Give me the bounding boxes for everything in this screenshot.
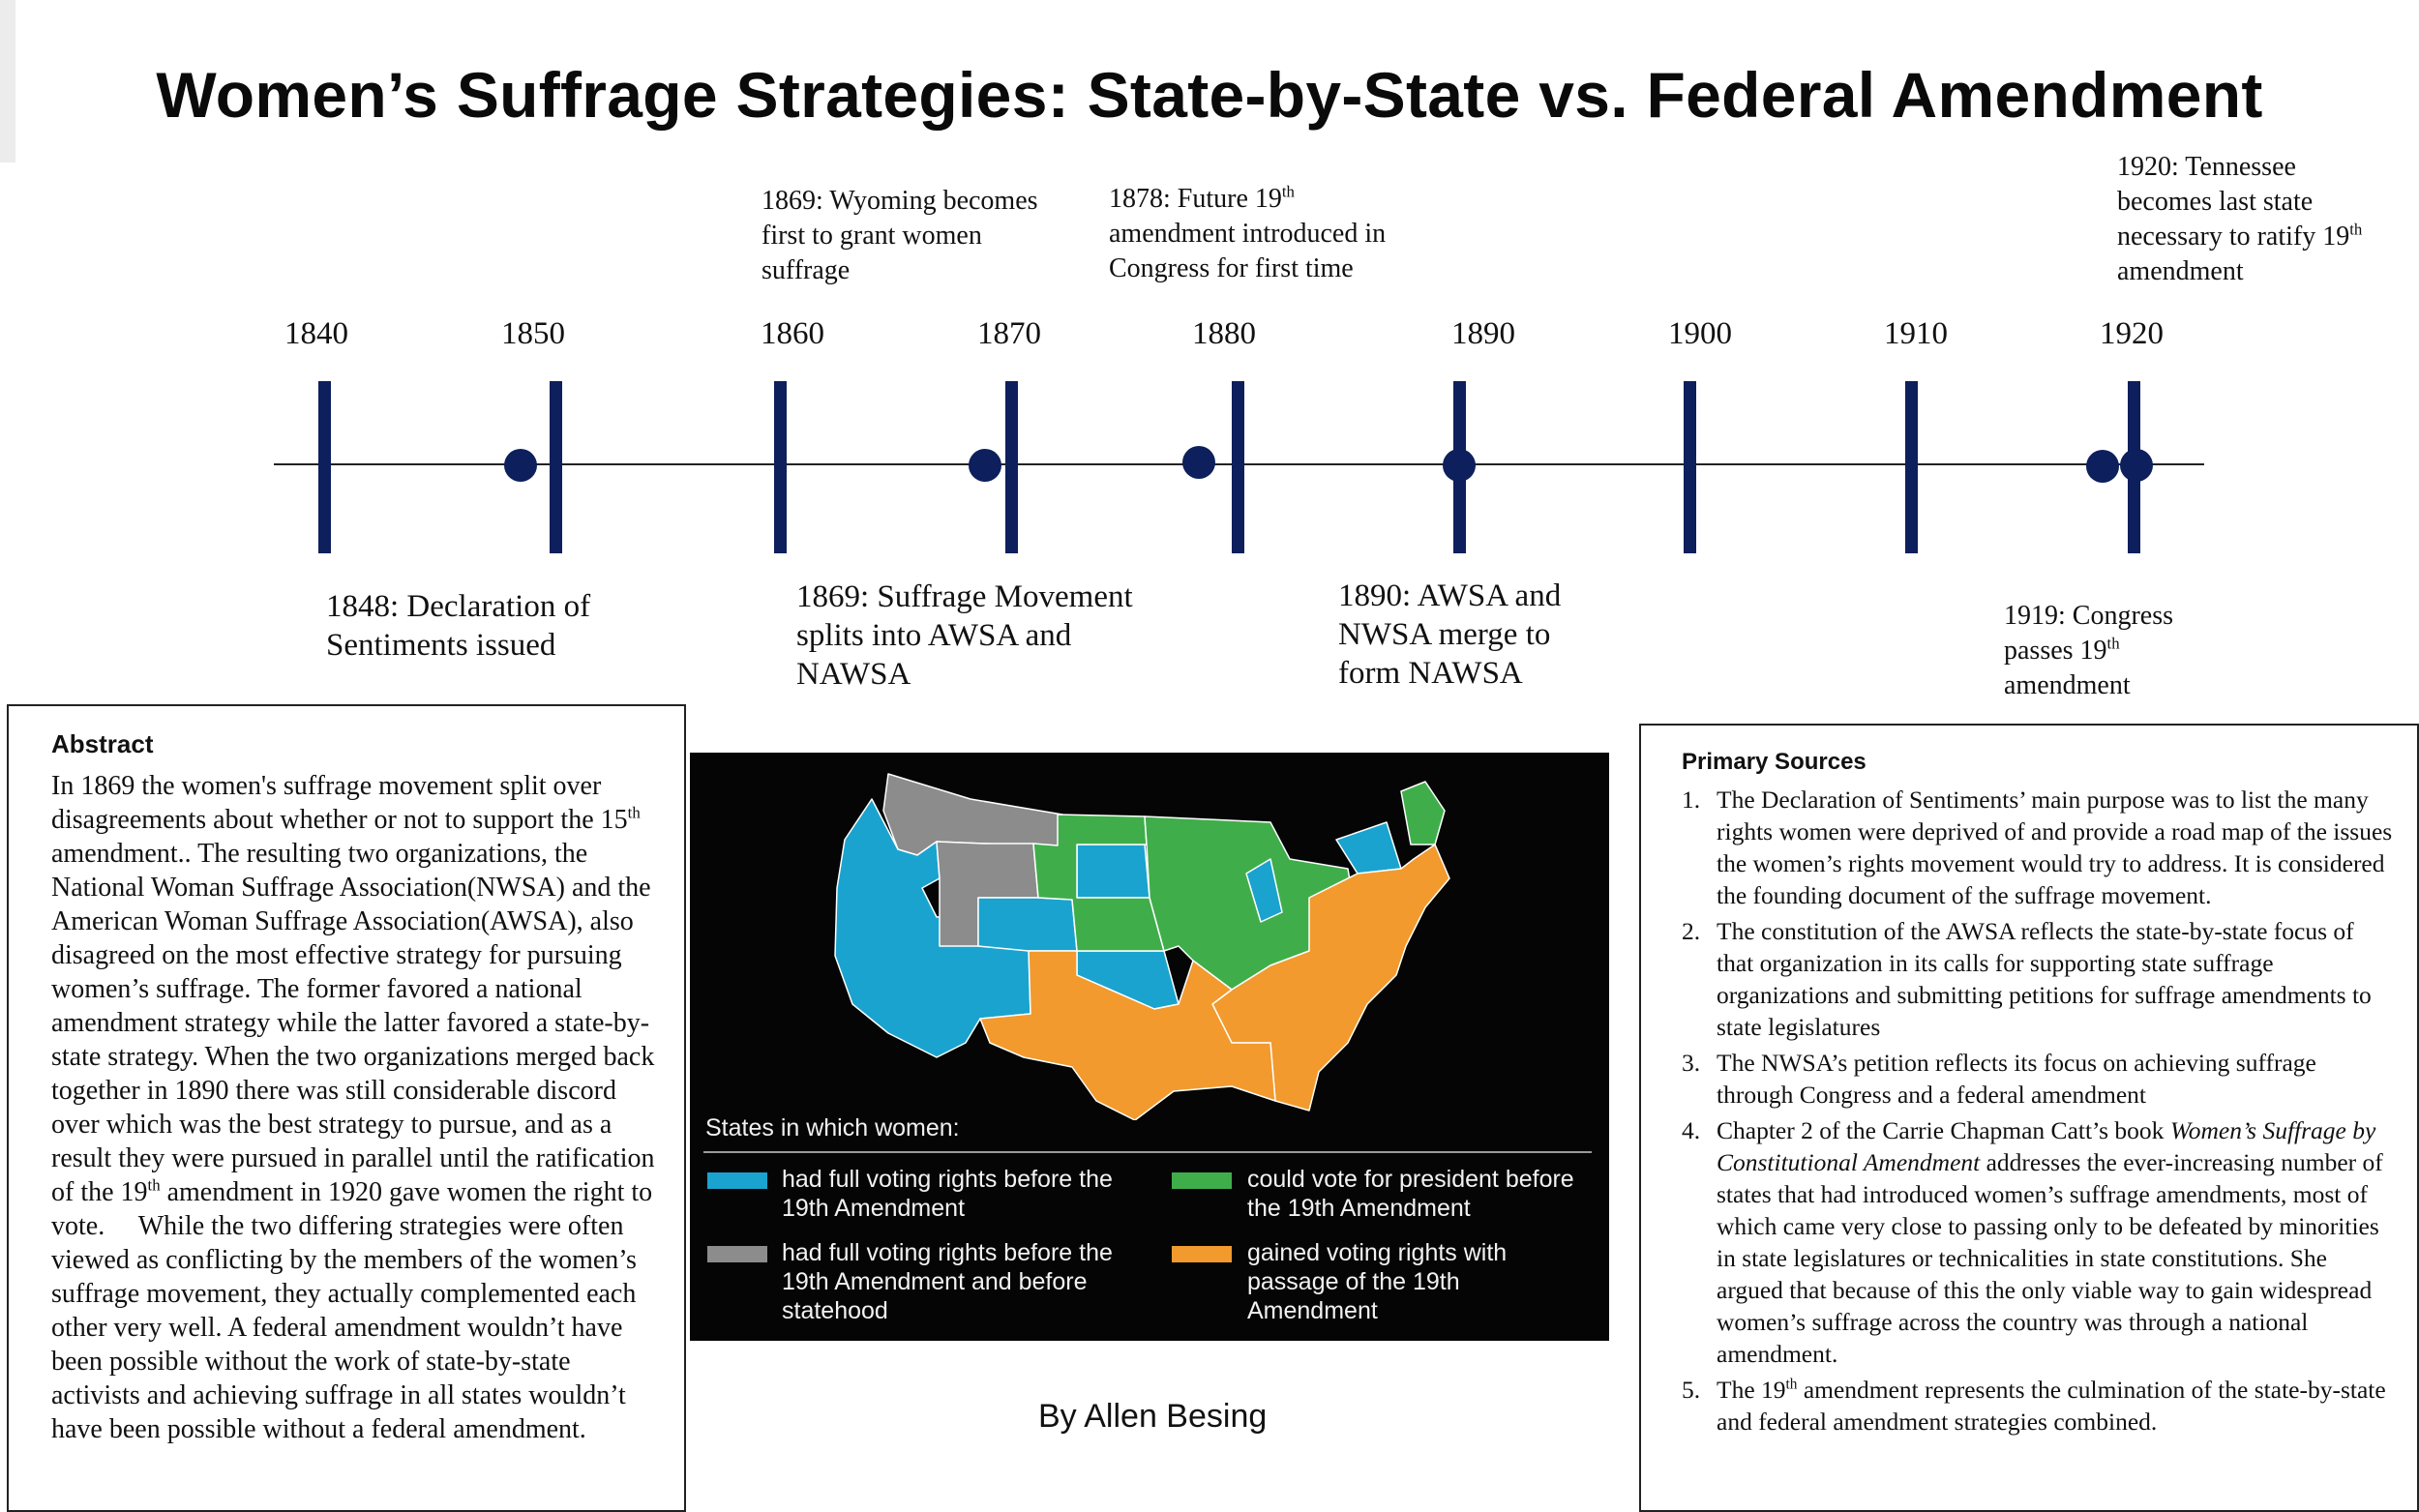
event-dot-1920 bbox=[2120, 449, 2153, 482]
legend-swatch-blue bbox=[707, 1172, 767, 1189]
year-label-1920: 1920 bbox=[2100, 316, 2164, 351]
event-dot-1890 bbox=[1443, 449, 1476, 482]
legend-swatch-gray bbox=[707, 1246, 767, 1262]
year-label-1900: 1900 bbox=[1668, 316, 1732, 351]
primary-source-item: 5. The 19th amendment represents the culmination of the state-by-state and federal amendment strategies combined. bbox=[1682, 1376, 2386, 1436]
poster-title: Women’s Suffrage Strategies: State-by-State vs. Federal Amendment bbox=[156, 59, 2263, 131]
year-label-1880: 1880 bbox=[1192, 316, 1256, 351]
event-dot-1869 bbox=[969, 449, 1001, 482]
year-label-1850: 1850 bbox=[501, 316, 565, 351]
event-note-1890-merge: 1890: AWSA and NWSA merge to form NAWSA bbox=[1338, 578, 1562, 691]
map-region-green-northeast bbox=[1401, 782, 1445, 845]
primary-source-item: 1. The Declaration of Sentiments’ main purpose was to list the many rights women were deprived of and provide a road map of the issues the women’s rights movement would try to address. It is considered the founding document of the suffrage movement. bbox=[1682, 786, 2393, 909]
timeline-axis bbox=[0, 368, 2419, 561]
event-note-1848-declaration: 1848: Declaration of Sentiments issued bbox=[326, 589, 591, 663]
abstract-text: In 1869 the women's suffrage movement split over disagreements about whether or not to support the 15th amendment.. The resulting two organizations, the National Woman Suffrage Association(NWSA) and the American Woman Suffrage Association(AWSA), also disagreed on the most effective strategy for pursuing women’s suffrage. The former favored a national amendment strategy while the latter favored a state-by-state strategy. When the two organizations merged back together in 1890 there was still considerable discord over which was the best strategy to pursue, and as a result they were pursued in parallel until the ratification of the 19th amendment in 1920 gave women the right to vote. While the two differing strategies were often viewed as conflicting by the members of the women’s suffrage movement, they actually complemented each other very well. A federal amendment wouldn’t have been possible without the work of state-by-state activists and achieving suffrage in all states wouldn’t have been possible without a federal amendment. bbox=[51, 771, 660, 1444]
legend-swatch-green bbox=[1172, 1172, 1232, 1189]
event-dot-1848 bbox=[504, 449, 537, 482]
suffrage-map-figure bbox=[690, 753, 1609, 1341]
primary-sources-heading: Primary Sources bbox=[1682, 749, 1867, 775]
event-note-1919-congress: 1919: Congress passes 19th amendment bbox=[2004, 601, 2173, 700]
decade-tick-1900 bbox=[1684, 381, 1696, 553]
primary-source-item: 4. Chapter 2 of the Carrie Chapman Catt’s book Women’s Suffrage by Constitutional Amendment addresses the ever-increasing number of states that had introduced women’s suffrage amendments, most of which came very close to passing only to be defeated by minorities in state legislatures or technicalities in state constitutions. She argued that because of this the only viable way to gain widespread women’s suffrage across the country was through a national amendment. bbox=[1682, 1116, 2383, 1368]
map-legend-divider bbox=[703, 1151, 1592, 1153]
primary-source-item: 2. The constitution of the AWSA reflects the state-by-state focus of that organization in its calls for supporting state suffrage organizations and submitting petitions for suffrage amendments to state legislatures bbox=[1682, 917, 2372, 1041]
legend-swatch-orange bbox=[1172, 1246, 1232, 1262]
year-label-1910: 1910 bbox=[1884, 316, 1948, 351]
event-note-1920-tennessee: 1920: Tennessee becomes last state necessary to ratify 19th amendment bbox=[2117, 152, 2363, 286]
event-note-1869-wyoming: 1869: Wyoming becomes first to grant women suffrage bbox=[762, 186, 1038, 285]
us-map bbox=[690, 753, 1609, 1120]
decade-tick-1870 bbox=[1005, 381, 1018, 553]
primary-source-item: 3. The NWSA’s petition reflects its focus on achieving suffrage through Congress and a federal amendment bbox=[1682, 1049, 2316, 1109]
decade-tick-1910 bbox=[1905, 381, 1918, 553]
legend-item-gained-with-19th: gained voting rights with passage of the 19th Amendment bbox=[1247, 1239, 1508, 1324]
year-label-1840: 1840 bbox=[284, 316, 348, 351]
primary-sources-list bbox=[1682, 784, 2394, 1438]
legend-item-before-statehood: had full voting rights before the 19th Amendment and before statehood bbox=[782, 1239, 1113, 1324]
event-dot-1878 bbox=[1182, 446, 1215, 479]
map-region-blue-colorado bbox=[978, 898, 1077, 951]
legend-item-full-rights: had full voting rights before the 19th Amendment bbox=[782, 1166, 1113, 1222]
decade-tick-1840 bbox=[318, 381, 331, 553]
event-dot-1919 bbox=[2086, 450, 2119, 483]
legend-item-president-vote: could vote for president before the 19th Amendment bbox=[1247, 1166, 1574, 1222]
map-region-blue-dakota bbox=[1077, 845, 1150, 898]
primary-sources-panel bbox=[1639, 724, 2419, 1512]
author-byline: By Allen Besing bbox=[1038, 1398, 1268, 1435]
event-note-1869-split: 1869: Suffrage Movement splits into AWSA and NAWSA bbox=[796, 579, 1133, 692]
event-note-1878-amendment-introduced: 1878: Future 19th amendment introduced in Congress for first time bbox=[1109, 182, 1387, 283]
abstract-heading: Abstract bbox=[51, 729, 154, 758]
abstract-panel bbox=[7, 704, 686, 1512]
decade-tick-1860 bbox=[774, 381, 787, 553]
year-label-1860: 1860 bbox=[761, 316, 824, 351]
year-label-1890: 1890 bbox=[1451, 316, 1515, 351]
map-legend-title: States in which women: bbox=[705, 1114, 960, 1141]
decade-tick-1850 bbox=[550, 381, 562, 553]
year-label-1870: 1870 bbox=[977, 316, 1041, 351]
decade-tick-1880 bbox=[1232, 381, 1244, 553]
